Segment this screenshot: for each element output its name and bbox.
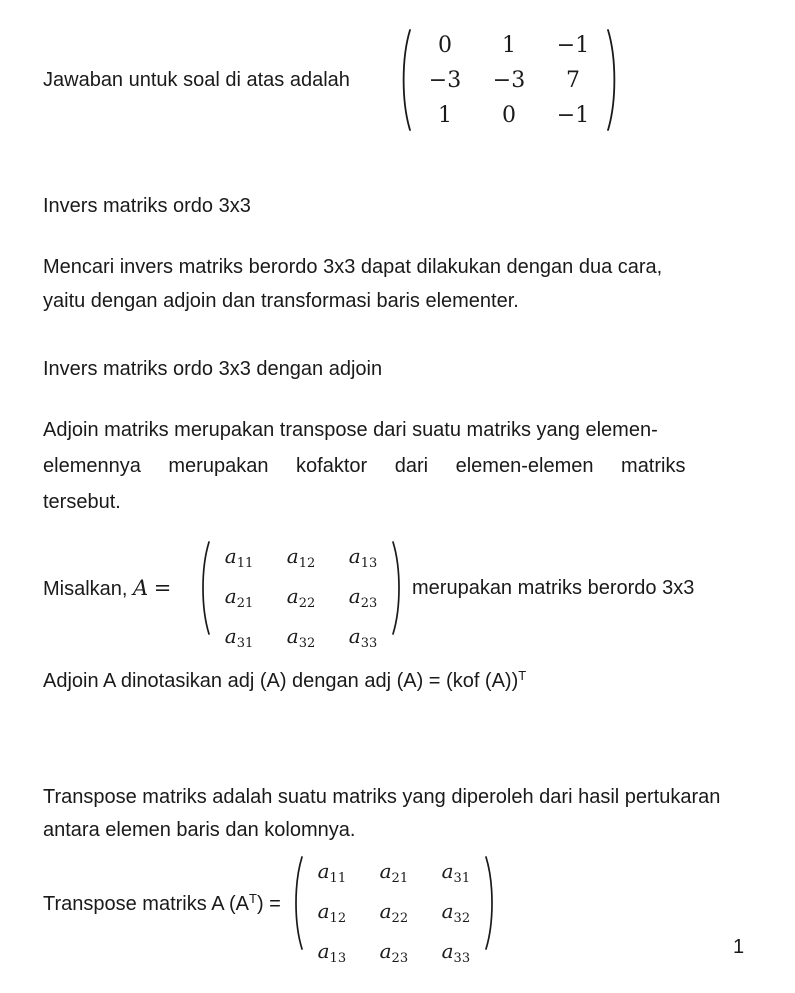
misalkan-prefix [43,576,198,601]
misalkan-line [43,540,695,651]
transpose-prefix [43,891,281,916]
matrix-cell: $a_{31}$ [224,624,254,651]
paragraph-line: elemennya merupakan kofaktor dari elemen-elemen matriks [43,455,686,477]
matrix-A-grid [211,540,391,651]
adjoin-notation-text: Adjoin A dinotasikan adj (A) dengan adj (A) = (kof (A)) [43,670,519,692]
misalkan-suffix: merupakan matriks berordo 3x3 [412,576,695,599]
misalkan-text: Misalkan, [43,577,128,600]
matrix-A-symbol: A [133,575,149,600]
matrix-cell: $a_{13}$ [348,544,378,571]
matrix-cell: $a_{21}$ [224,584,254,611]
heading-invers-ordo-3x3: Invers matriks ordo 3x3 [43,195,251,217]
matrix-cell: $a_{33}$ [441,939,471,966]
matrix-cell: $a_{22}$ [286,584,316,611]
matrix-cell: 0 [438,33,452,58]
paragraph-line: antara elemen baris dan kolomnya. [43,819,356,841]
paragraph-line: yaitu dengan adjoin dan transformasi baris elementer. [43,290,519,312]
matrix-cell: $a_{11}$ [224,544,254,571]
matrix-cell: 7 [566,68,580,93]
matrix-cell: $a_{23}$ [348,584,378,611]
right-paren-icon [606,28,620,132]
adjoin-notation-line [43,668,526,693]
equals-sign: = [153,575,172,600]
matrix-cell: $a_{12}$ [286,544,316,571]
paragraph-line: Adjoin matriks merupakan transpose dari suatu matriks yang elemen- [43,419,658,441]
matrix-A-transpose [291,855,497,966]
matrix-cell: −1 [556,33,590,58]
right-paren-icon [391,540,404,636]
matrix-cell: $a_{23}$ [379,939,409,966]
paragraph-line: Mencari invers matriks berordo 3x3 dapat dilakukan dengan dua cara, [43,256,663,278]
matrix-cell: −3 [428,68,462,93]
matrix-A [198,540,404,651]
transpose-text: Transpose matriks A (A [43,892,249,915]
matrix-cell: $a_{13}$ [317,939,347,966]
paragraph-mencari [43,250,752,318]
paragraph-line: Transpose matriks adalah suatu matriks yang diperoleh dari hasil pertukaran [43,786,721,808]
paragraph-line: tersebut. [43,491,121,513]
intro-text: Jawaban untuk soal di atas adalah [43,68,350,91]
matrix-cell: $a_{22}$ [379,899,409,926]
matrix-cell: $a_{32}$ [286,624,316,651]
heading-invers-dengan-adjoin: Invers matriks ordo 3x3 dengan adjoin [43,358,383,380]
answer-matrix-grid [412,28,606,132]
left-paren-icon [198,540,211,636]
transpose-superscript: T [518,668,527,683]
matrix-cell: $a_{11}$ [317,859,347,886]
transpose-superscript: T [249,890,257,906]
matrix-cell: −3 [492,68,526,93]
matrix-cell: 1 [438,103,452,128]
matrix-cell: −1 [556,103,590,128]
page-number: 1 [733,936,745,958]
matrix-A-transpose-grid [304,855,484,966]
right-paren-icon [484,855,497,951]
matrix-cell: $a_{31}$ [441,859,471,886]
paragraph-adjoin-def [43,412,752,520]
matrix-cell: $a_{33}$ [348,624,378,651]
transpose-line [43,855,497,966]
matrix-cell: 0 [502,103,516,128]
left-paren-icon [291,855,304,951]
matrix-cell: 1 [502,33,516,58]
matrix-cell: $a_{21}$ [379,859,409,886]
answer-matrix [398,28,620,132]
left-paren-icon [398,28,412,132]
matrix-cell: $a_{32}$ [441,899,471,926]
intro-line [43,28,350,132]
transpose-equals: ) = [256,892,281,915]
matrix-cell: $a_{12}$ [317,899,347,926]
paragraph-transpose-def [43,781,752,847]
